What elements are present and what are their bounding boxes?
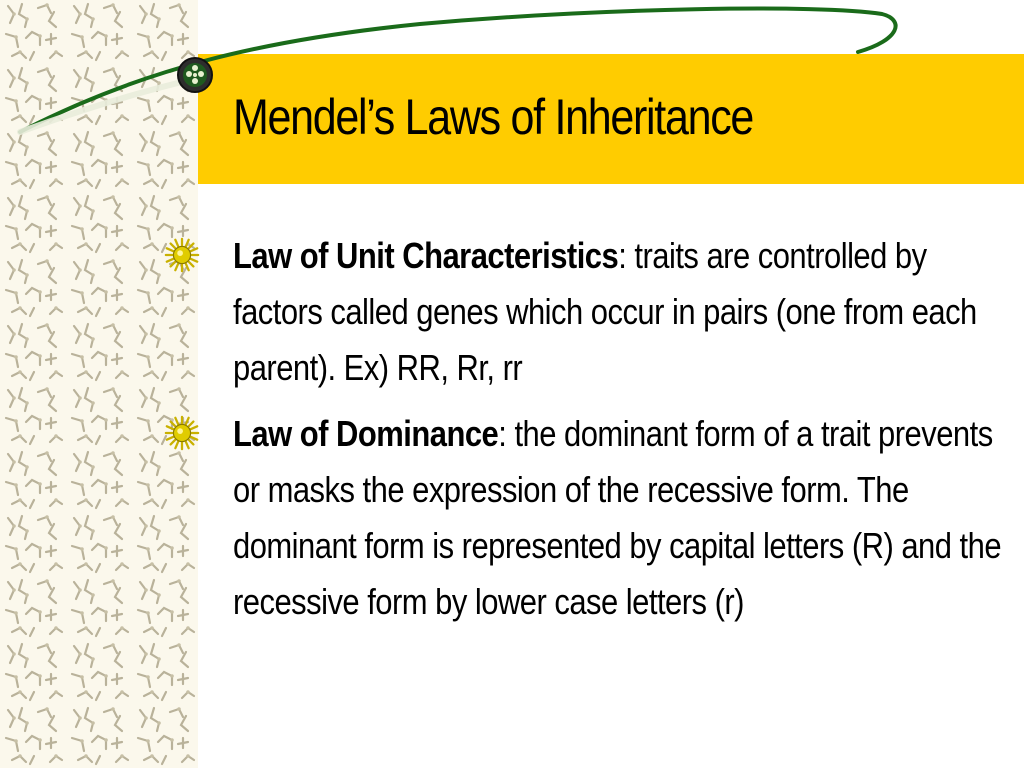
slide-title: Mendel’s Laws of Inheritance: [233, 89, 754, 145]
ornament-orb-icon: [178, 58, 212, 92]
bullet-list: [160, 228, 1000, 640]
bullet-item-unit-characteristics: [160, 228, 1000, 396]
sunburst-bullet-icon: [163, 236, 201, 274]
sunburst-bullet-icon: [163, 414, 201, 452]
bullet-description: traits are controlled by factors called genes which occur in pairs (one from each parent). Ex) RR, Rr, rr: [233, 235, 977, 388]
bullet-description: the dominant form of a trait prevents or masks the expression of the recessive form. The dominant form is represented by capital letters (R) and the recessive form by lower case letters (r): [233, 413, 1002, 622]
bullet-separator: :: [498, 413, 507, 454]
bullet-term: Law of Dominance: [233, 413, 499, 454]
bullet-item-dominance: [160, 406, 1000, 630]
bullet-separator: :: [618, 235, 627, 276]
bullet-term: Law of Unit Characteristics: [233, 235, 619, 276]
